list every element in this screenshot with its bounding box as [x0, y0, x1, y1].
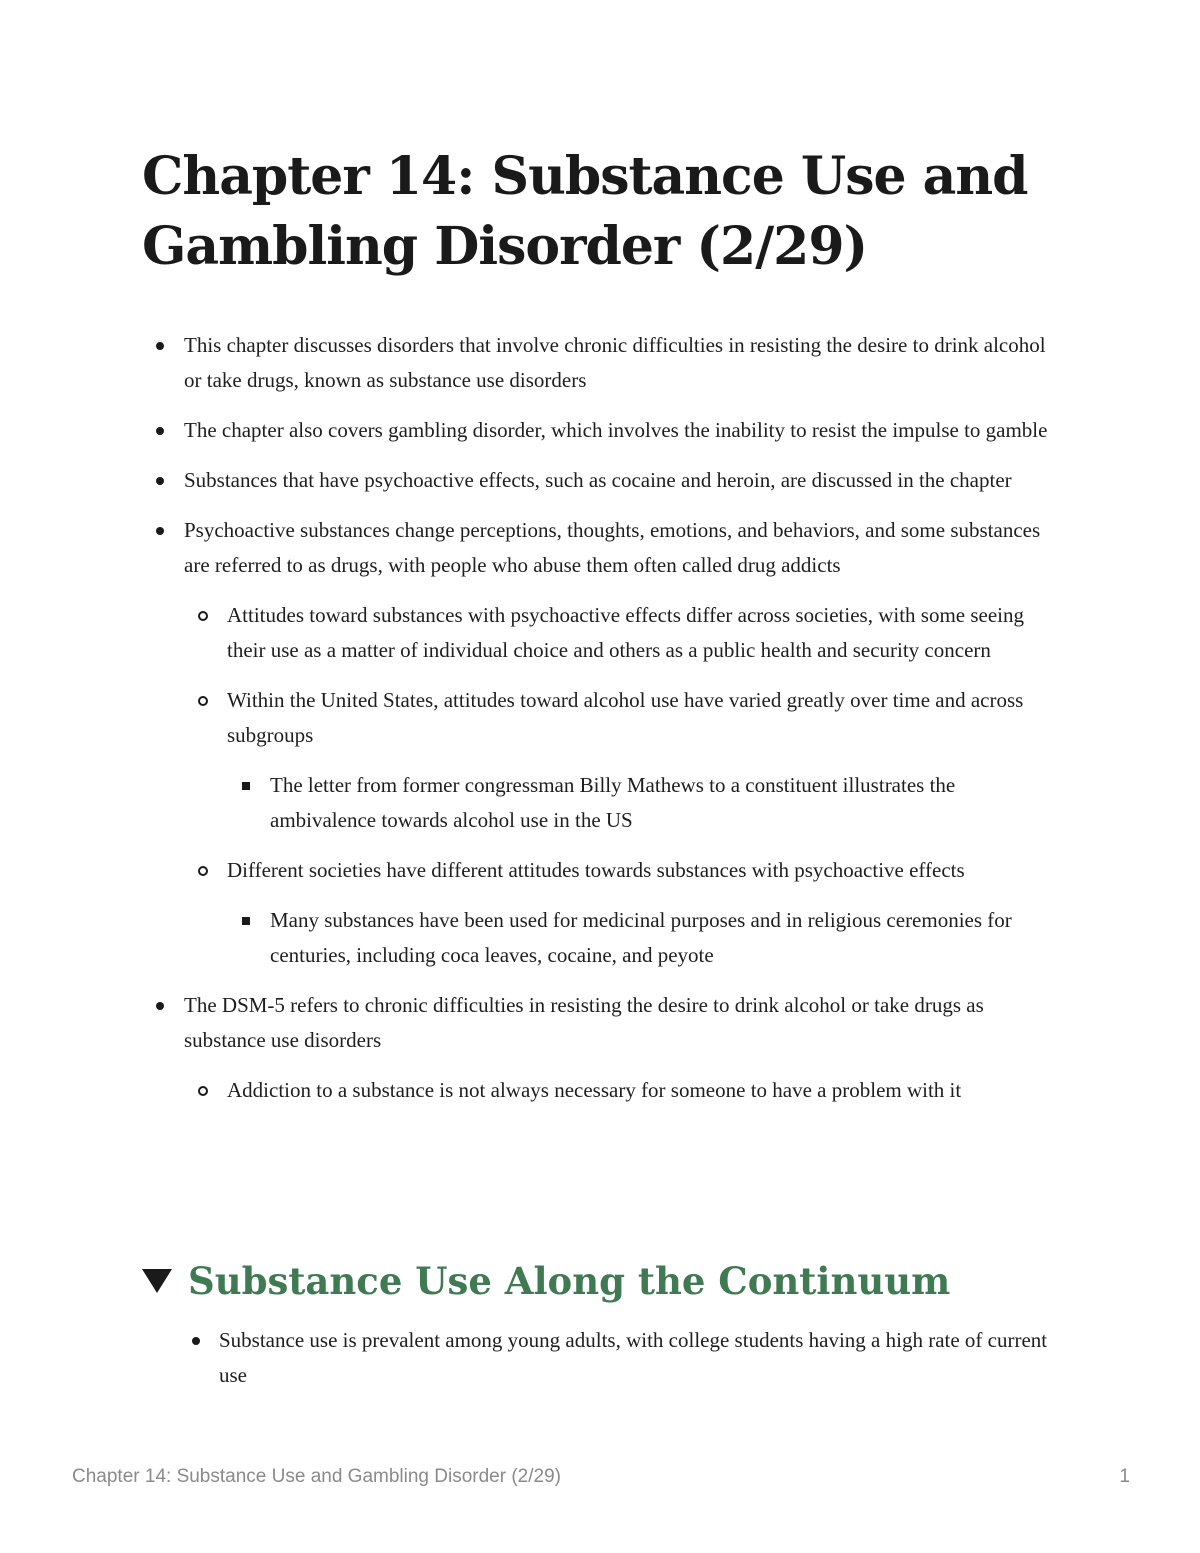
list-item-text: Substance use is prevalent among young adults, with college students having a high rate of current use	[219, 1328, 1048, 1387]
bullet-list	[142, 328, 1062, 1108]
sub-sub-list-item-text: The letter from former congressman Billy Mathews to a constituent illustrates the ambivalence towards alcohol use in the US	[270, 773, 956, 832]
list-item	[142, 988, 1062, 1108]
bullet-disc-icon	[156, 527, 164, 535]
list-item	[142, 328, 1062, 398]
list-item-text: The chapter also covers gambling disorder, which involves the inability to resist the impulse to gamble	[184, 418, 1048, 442]
sub-list-item	[184, 853, 1062, 973]
list-item-text: Substances that have psychoactive effects, such as cocaine and heroin, are discussed in the chapter	[184, 468, 1012, 492]
page-title: Chapter 14: Substance Use and Gambling Disorder (2/29)	[142, 146, 1028, 277]
sub-sub-list-item	[227, 768, 1062, 838]
sub-sub-bullet-list	[227, 768, 1062, 838]
collapse-triangle-icon[interactable]	[142, 1269, 172, 1293]
bullet-circle-icon	[198, 611, 208, 621]
bullet-disc-icon	[156, 477, 164, 485]
bullet-disc-icon	[156, 342, 164, 350]
sub-list-item-text: Different societies have different attitudes towards substances with psychoactive effects	[227, 858, 965, 882]
bullet-square-icon	[242, 917, 250, 925]
sub-list-item-text: Addiction to a substance is not always necessary for someone to have a problem with it	[227, 1078, 962, 1102]
list-item-text: Psychoactive substances change perceptions, thoughts, emotions, and behaviors, and some substances are referred to as drugs, with people who abuse them often called drug addicts	[184, 518, 1041, 577]
document-body	[142, 142, 1062, 1123]
bullet-disc-icon	[156, 1002, 164, 1010]
list-item	[178, 1323, 1062, 1393]
list-item	[142, 513, 1062, 973]
page-number: 1	[1119, 1466, 1130, 1487]
section-substance-use-continuum	[142, 1253, 1062, 1393]
list-item-text: The DSM-5 refers to chronic difficulties in resisting the desire to drink alcohol or take drugs as substance use disorders	[184, 993, 984, 1052]
sub-list-item-text: Within the United States, attitudes toward alcohol use have varied greatly over time and across subgroups	[227, 688, 1024, 747]
sub-sub-bullet-list	[227, 903, 1062, 973]
bullet-square-icon	[242, 782, 250, 790]
sub-bullet-list	[184, 1073, 1062, 1108]
list-item	[142, 463, 1062, 498]
sub-list-item-text: Attitudes toward substances with psychoactive effects differ across societies, with some seeing their use as a matter of individual choice and others as a public health and security concern	[227, 603, 1025, 662]
bullet-circle-icon	[198, 696, 208, 706]
sub-bullet-list	[184, 598, 1062, 973]
sub-list-item	[184, 598, 1062, 668]
sub-sub-list-item	[227, 903, 1062, 973]
footer-title: Chapter 14: Substance Use and Gambling Disorder (2/29)	[72, 1466, 561, 1487]
section-bullet-list	[178, 1323, 1062, 1393]
sub-list-item	[184, 1073, 1062, 1108]
sub-sub-list-item-text: Many substances have been used for medicinal purposes and in religious ceremonies for centuries, including coca leaves, cocaine, and peyote	[270, 908, 1012, 967]
list-item-text: This chapter discusses disorders that involve chronic difficulties in resisting the desire to drink alcohol or take drugs, known as substance use disorders	[184, 333, 1046, 392]
page-footer	[72, 1462, 1130, 1492]
list-item	[142, 413, 1062, 448]
bullet-circle-icon	[198, 866, 208, 876]
bullet-disc-icon	[192, 1337, 200, 1345]
section-toggle[interactable]	[142, 1253, 1062, 1309]
sub-list-item	[184, 683, 1062, 838]
bullet-circle-icon	[198, 1086, 208, 1096]
bullet-disc-icon	[156, 427, 164, 435]
section-heading: Substance Use Along the Continuum	[188, 1259, 951, 1303]
